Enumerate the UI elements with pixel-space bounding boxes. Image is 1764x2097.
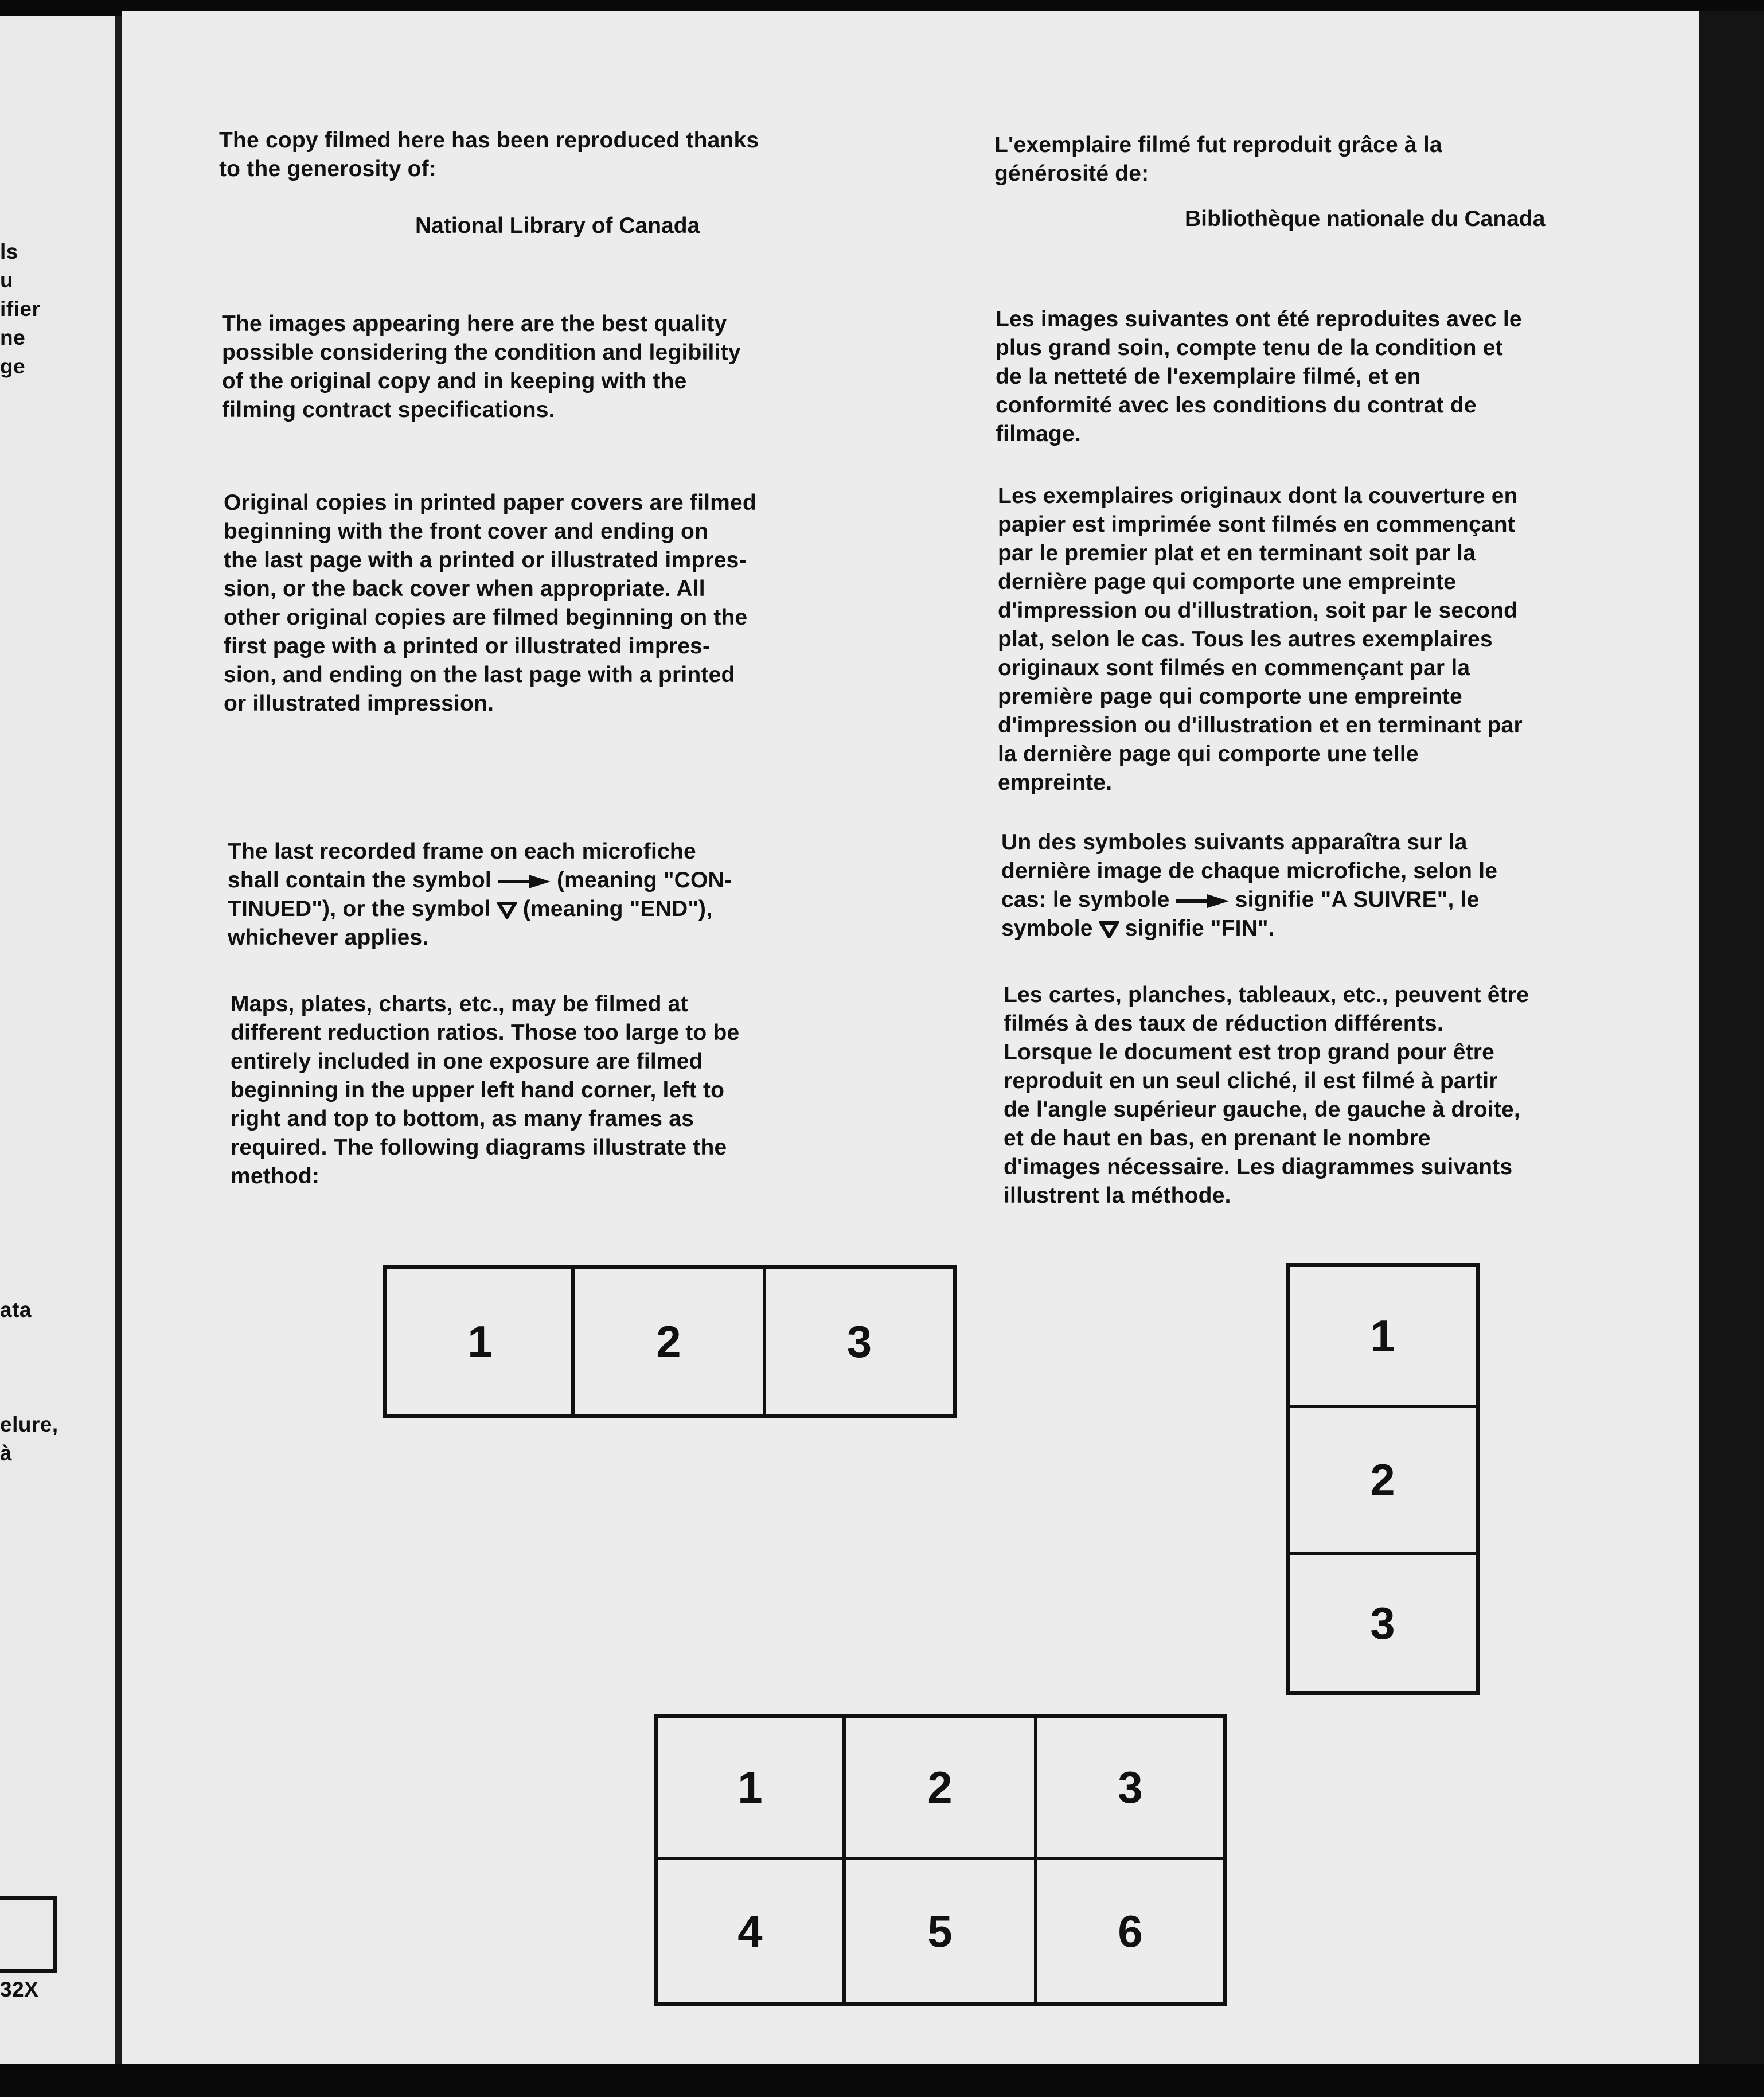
maps-paragraph-fr: Les cartes, planches, tableaux, etc., peuvent être filmés à des taux de réduction différents. Lorsque le document est trop grand pour être reproduit en un seul cliché, il est filmé à partir de l'angle supérieur gauche, de gauche à droite, et de haut en bas, en prenant le nombre d'images nécessaire. Les diagrammes suivants illustrent la méthode.: [1004, 983, 1529, 1208]
end-triangle-icon: [1099, 921, 1119, 938]
fragment-text: ge: [0, 354, 26, 378]
quality-paragraph-en: The images appearing here are the best quality possible considering the condition and legibility of the original copy and in keeping with the filming contract specifications.: [222, 311, 741, 422]
text-span: signifie "FIN".: [1125, 916, 1275, 941]
text-line: whichever applies.: [228, 925, 429, 950]
text-span: TINUED"), or the symbol: [228, 897, 491, 921]
covers-paragraph-en: Original copies in printed paper covers are filmed beginning with the front cover and ending on the last page with a printed or illustrated impres- sion, or the back cover when appropriate. All other original copies are filmed beginning on the first page with a printed or illustrated impres- sion, and ending on the last page with a printed or illustrated impression.: [224, 490, 756, 716]
end-triangle-icon: [497, 902, 517, 919]
diagram-grid-frames: [654, 1714, 1227, 2006]
frame-cell: 5: [927, 1905, 953, 1956]
text-span: cas: le symbole: [1001, 887, 1170, 912]
diagram-horizontal-frames: [383, 1265, 957, 1418]
maps-paragraph-en: Maps, plates, charts, etc., may be filmed at different reduction ratios. Those too large to be entirely included in one exposure are filmed beginning in the upper left hand corner, left to right and top to bottom, as many frames as required. The following diagrams illustrate the method:: [231, 992, 740, 1188]
frame-cell: 3: [1370, 1597, 1395, 1648]
frame-cell: 2: [1370, 1454, 1395, 1505]
text-span: (meaning "CON-: [556, 868, 732, 892]
fragment-text: 32X: [0, 1978, 39, 2001]
frame-cell: 1: [467, 1316, 493, 1367]
library-name-en: National Library of Canada: [415, 213, 700, 238]
right-border: [1699, 11, 1764, 2064]
text-span: symbole: [1001, 916, 1093, 941]
frame-cell: 6: [1118, 1905, 1143, 1956]
covers-paragraph-fr: Les exemplaires originaux dont la couverture en papier est imprimée sont filmés en commençant par le premier plat et en terminant soit par la dernière page qui comporte une empreinte d'impression ou d'illustration, soit par le second plat, selon le cas. Tous les autres exemplaires originaux sont filmés en commençant par la première page qui comporte une empreinte d'impression ou d'illustration et en terminant par la dernière page qui comporte une telle empreinte.: [998, 484, 1523, 795]
text-span: shall contain the symbol: [228, 868, 491, 892]
frame-cell: 3: [846, 1316, 872, 1367]
continued-arrow-icon: [498, 875, 551, 888]
acknowledgement-paragraph-fr: L'exemplaire filmé fut reproduit grâce à la générosité de:: [994, 132, 1442, 186]
quality-paragraph-fr: Les images suivantes ont été reproduites avec le plus grand soin, compte tenu de la condition et de la netteté de l'exemplaire filmé, et en conformité avec les conditions du contrat de filmage.: [996, 307, 1522, 446]
text-line: The last recorded frame on each microfiche: [228, 839, 696, 864]
frame-cell: 3: [1118, 1761, 1143, 1813]
symbols-paragraph-en: [228, 837, 945, 952]
page-gutter: [115, 16, 122, 2064]
fragment-text: à: [0, 1441, 13, 1465]
fragment-text: u: [0, 268, 14, 292]
fragment-text: ne: [0, 326, 26, 349]
library-name-fr: Bibliothèque nationale du Canada: [1185, 206, 1546, 231]
frame-cell: 2: [927, 1761, 953, 1813]
continued-arrow-icon: [1176, 894, 1229, 908]
fragment-text: ls: [0, 240, 18, 263]
text-line: dernière image de chaque microfiche, selon le: [1001, 859, 1498, 883]
fragment-text: ata: [0, 1298, 32, 1322]
document-page: [122, 11, 1699, 2064]
text-span: signifie "A SUIVRE", le: [1235, 887, 1480, 912]
frame-cell: 1: [737, 1761, 763, 1813]
frame-cell: 1: [1370, 1310, 1395, 1361]
text-line: Un des symboles suivants apparaîtra sur la: [1001, 830, 1468, 855]
text-span: (meaning "END"),: [522, 897, 713, 921]
acknowledgement-paragraph-en: The copy filmed here has been reproduced thanks to the generosity of:: [219, 128, 759, 181]
diagram-vertical-frames: [1286, 1263, 1480, 1695]
text-line: [1001, 914, 1718, 943]
bottom-border: [0, 2064, 1764, 2097]
frame-cell: 2: [656, 1316, 681, 1367]
text-line: [1001, 886, 1718, 914]
symbols-paragraph-fr: [1001, 828, 1718, 943]
previous-page-fragment: [0, 16, 115, 2064]
text-line: [228, 866, 945, 895]
fragment-text: elure,: [0, 1413, 58, 1436]
frame-cell: 4: [737, 1905, 763, 1956]
text-line: [228, 895, 945, 923]
fragment-box: [0, 1896, 57, 1973]
fragment-text: ifier: [0, 297, 41, 321]
